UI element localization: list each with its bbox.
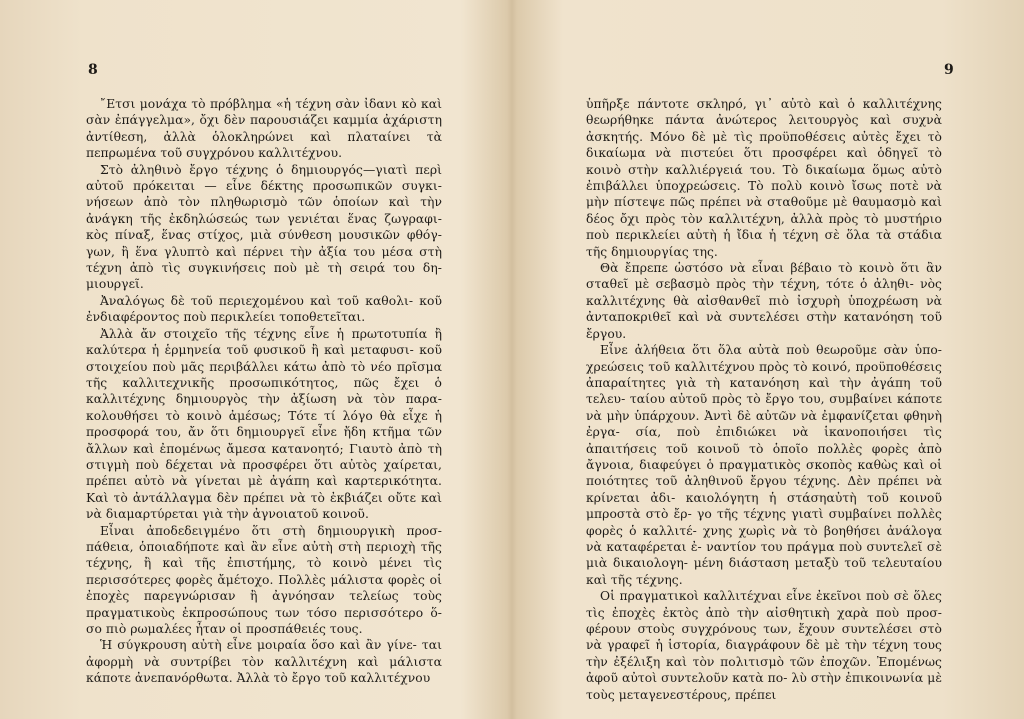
page-text [586,96,942,703]
paragraph: Ἀλλὰ ἄν στοιχεῖο τῆς τέχνης εἶνε ἡ πρωτοτυπία ἢ καλύτερα ἡ ἑρμηνεία τοῦ φυσικοῦ ἢ καὶ μεταφυσι- κοῦ στοιχείου ποὺ μᾶς περιβάλλει κάτω ἀπὸ τὸ νέο πρῖσμα τῆς καλλιτεχνικῆς προσωπικότητος, πῶς ἔχει ὁ καλλιτέχνης δημιουργὸς τὴν ἀξίωση νὰ τὸν παρα- κολουθήσει τὸ κοινὸ ἀμέσως; Τότε τί λόγο θὰ εἶχε ἡ προσφορά του, ἄν ὅτι δημιουργεῖ εἶνε ἤδη κτῆμα τῶν ἄλλων καὶ ἐπομένως ἄμεσα κατανοητό; Γιαυτὸ ἀπὸ τὴ στιγμὴ ποὺ δέχεται νὰ προσφέρει ὅτι αὐτὸς χαίρεται, πρέπει αὐτὸ νὰ γίνεται μὲ ἀγάπη καὶ καρτερικότητα. Καὶ τὸ ἀντάλλαγμα δὲν πρέπει νὰ τὸ ἐκβιάζει οὔτε καὶ νὰ διαμαρτύρεται γιὰ τὴν ἀγνοιατοῦ κοινοῦ. [86,326,442,522]
page-number: 9 [944,62,954,78]
left-page [0,0,510,719]
paragraph: Ἡ σύγκρουση αὐτὴ εἶνε μοιραία ὅσο καὶ ἂν γίνε- ται ἀφορμὴ νὰ συντρίβει τὸν καλλιτέχνη καὶ μάλιστα κάποτε ἀνεπανόρθωτα. Ἀλλὰ τὸ ἔργο τοῦ καλλιτέχνου [86,638,442,686]
paragraph: Θὰ ἔπρεπε ὡστόσο νὰ εἶναι βέβαιο τὸ κοινὸ ὅτι ἂν σταθεῖ μὲ σεβασμὸ πρὸς τὴν τέχνη, τότε ὁ ἀληθι- νὸς καλλιτέχνης θὰ αἰσθανθεῖ πιὸ ἰσχυρὴ ὑποχρέωση νὰ ἀνταποκριθεῖ καὶ νὰ συντελέσει στὴν κατανόηση τοῦ ἔργου. [586,261,942,341]
paragraph: Εἶναι ἀποδεδειγμένο ὅτι στὴ δημιουργικὴ προσ- πάθεια, ὁποιαδήποτε καὶ ἂν εἶνε αὐτὴ στὴ περιοχὴ τῆς τέχνης, ἢ καὶ τῆς ἐπιστήμης, τὸ κοινὸ μένει τὶς περισσότερες φορὲς ἄμέτοχο. Πολλὲς μάλιστα φορὲς οἱ ἐποχὲς παρεγνώρισαν ἢ ἀγνόησαν τελείως τοὺς πραγματικοὺς ἐκπροσώπους των τόσο περισσότερο ὅ- σο πιὸ ρωμαλέες ἦταν οἱ προσπάθειές τους. [86,523,442,636]
page-text [86,96,442,687]
right-page [514,0,1024,719]
page-number: 8 [88,62,98,78]
paragraph: Εἶνε ἀλήθεια ὅτι ὅλα αὐτὰ ποὺ θεωροῦμε σὰν ὑπο- χρεώσεις τοῦ καλλιτέχνου πρὸς τὸ κοινό, προϋποθέσεις ἀπαραίτητες γιὰ τὴ κατανόηση καὶ τὴν ἀγάπη τοῦ τελευ- ταίου αὐτοῦ πρὸς τὸ ἔργο του, συμβαίνει κάποτε νὰ μὴν ὑπάρχουν. Ἀντὶ δὲ αὐτῶν νὰ ἐμφανίζεται φθηνὴ ἐργα- σία, ποὺ ἐπιδιώκει νὰ ἱκανοποιήσει τὶς ἀπαιτήσεις τοῦ κοινοῦ τὸ ὁποῖο πολλὲς φορὲς ἀπὸ ἄγνοια, διαφεύγει ὁ πραγματικὸς σκοπὸς καθὼς καὶ οἱ ποιότητες τοῦ ἀληθινοῦ ἔργου τέχνης. Δὲν πρέπει νὰ κρίνεται ἀδι- καιολόγητη ἡ στάσηαὐτὴ τοῦ κοινοῦ μπροστὰ στὸ ἔρ- γο τῆς τέχνης γιατὶ συμβαίνει πολλὲς φορὲς ὁ καλλιτέ- χνης χωρὶς νὰ τὸ βοηθήσει ἀνάλογα νὰ καταφέρεται ἐ- ναντίον του πράγμα ποὺ συντελεῖ σὲ μιὰ δικαιολογη- μένη διάσταση μεταξὺ τοῦ τελευταίου καὶ τῆς τέχνης. [586,343,942,587]
paragraph: Στὸ ἀληθινὸ ἔργο τέχνης ὁ δημιουργός—γιατὶ περὶ αὐτοῦ πρόκειται — εἶνε δέκτης προσωπικῶν συγκι- νήσεων ἀπὸ τὸν πληθωρισμὸ τῶν ὁποίων καὶ τὴν ἀνάγκη τῆς ἐκδηλώσεώς των γενιέται ἕνας ζωγραφι- κὸς πίναξ, ἕνας στίχος, μιὰ σύνθεση μουσικῶν φθόγ- γων, ἢ ἕνα γλυπτὸ καὶ πέρνει τὴν ἀξία του μέσα στὴ τέχνη ἀπὸ τὶς συγκινήσεις ποὺ μὲ τὴ σειρά του δη- μιουργεῖ. [86,162,442,292]
paragraph: ῎Ετσι μονάχα τὸ πρόβλημα «ἡ τέχνη σὰν ἰδανι κὸ καὶ σὰν ἐπάγγελμα», ὄχι δὲν παρουσιάζει καμμία ἀχάριστη ἀντίθεση, ἀλλὰ ὁλοκληρώνει καὶ πλαταίνει τὰ πεπρωμένα τοῦ συγχρόνου καλλιτέχνου. [86,97,442,161]
paragraph: Οἱ πραγματικοὶ καλλιτέχναι εἶνε ἐκεῖνοι ποὺ σὲ ὅλες τὶς ἐποχὲς ἐκτὸς ἀπὸ τὴν αἰσθητικὴ χαρὰ ποὺ προσ- φέρουν στοὺς συγχρόνους των, ἔχουν συντελέσει στὸ νὰ γραφεῖ ἡ ἱστορία, διαγράφουν δὲ μὲ τὴν τέχνη τους τὴν ἐξέλιξη καὶ τὸν πολιτισμὸ τῶν ἐποχῶν. Ἐπομένως ἀφοῦ αὐτοὶ συντελοῦν κατὰ πο- λὺ στὴν ἐπικοινωνία μὲ τοὺς μεταγενεστέρους, πρέπει [586,589,942,702]
paragraph: ὑπῆρξε πάντοτε σκληρό, γι᾽ αὐτὸ καὶ ὁ καλλιτέχνης θεωρήθηκε πάντα ἀνώτερος λειτουργὸς καὶ συχνὰ ἀσκητής. Μόνο δὲ μὲ τὶς προϋποθέσεις αὐτὲς ἔχει τὸ δικαίωμα νὰ πιστεύει ὅτι προσφέρει καὶ ὁδηγεῖ τὸ κοινὸ στὴν καλλιέργειά του. Τὸ δικαίωμα ὅμως αὐτὸ ἐπιβάλλει ὑποχρεώσεις. Τὸ πολὺ κοινὸ ἴσως ποτὲ νὰ μὴν πίστεψε πῶς πρέπει νὰ σταθοῦμε μὲ θαυμασμὸ καὶ δέος ὄχι πρὸς τὸν καλλιτέχνη, ἀλλὰ πρὸς τὸ μυστήριο ποὺ περικλείει αὐτὴ ἡ ἴδια ἡ τέχνη σὲ ὅλα τὰ στάδια τῆς δημιουργίας της. [586,97,942,259]
paragraph: Ἀναλόγως δὲ τοῦ περιεχομένου καὶ τοῦ καθολι- κοῦ ἐνδιαφέροντος ποὺ περικλείει τοποθετεῖται. [86,293,442,325]
